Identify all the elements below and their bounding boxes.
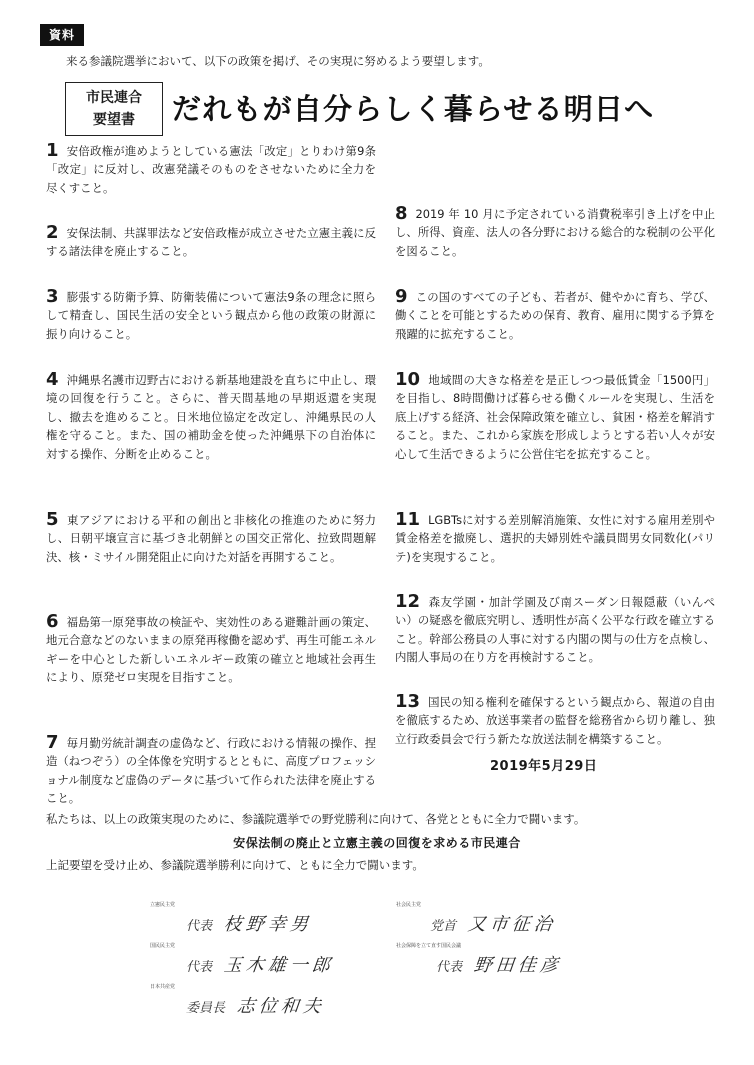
- policy-item: [395, 288, 715, 343]
- item-number: 12: [395, 591, 421, 612]
- policy-item: [46, 511, 376, 566]
- item-text: 安倍政権が進めようとしている憲法「改定」とりわけ第9条「改定」に反対し、改憲発議そのものをさせないために全力を尽くすこと。: [46, 144, 376, 195]
- organization-name: 安保法制の廃止と立憲主義の回復を求める市民連合: [233, 836, 521, 850]
- item-text: 安保法制、共謀罪法など安倍政権が成立させた立憲主義に反する諸法律を廃止すること。: [46, 226, 376, 259]
- policy-item: [46, 288, 376, 343]
- item-text: 東アジアにおける平和の創出と非核化の推進のために努力し、日朝平壌宣言に基づき北朝鮮との国交正常化、拉致問題解決、核・ミサイル開発阻止に向けた対話を再開すること。: [46, 513, 376, 564]
- policy-item: [46, 613, 376, 687]
- policy-item: [46, 734, 376, 808]
- signature-block: [150, 983, 325, 1018]
- policy-item: [395, 205, 715, 260]
- item-text: 国民の知る権利を確保するという観点から、報道の自由を徹底するため、放送事業者の監督を総務省から切り離し、独立行政委員会で行う新たな放送法制を構築すること。: [395, 695, 715, 746]
- item-number: 5: [46, 509, 59, 530]
- party-name: 社会保障を立て直す国民会議: [396, 943, 462, 949]
- signature-name: 玉木雄一郎: [222, 955, 335, 976]
- signature-role: 党首: [430, 919, 457, 934]
- item-number: 6: [46, 611, 59, 632]
- signature-role: 代表: [186, 960, 213, 975]
- item-text: 福島第一原発事故の検証や、実効性のある避難計画の策定、地元合意などのないままの原発再稼働を認めず、再生可能エネルギーを中心とした新しいエネルギー政策の確立と地域社会再生により、原発ゼロ実現を目指すこと。: [46, 615, 376, 685]
- policy-item: [46, 142, 376, 197]
- item-number: 7: [46, 732, 59, 753]
- item-number: 13: [395, 691, 421, 712]
- policy-item: [46, 371, 376, 463]
- signature-name: 又市征治: [466, 914, 557, 935]
- item-text: この国のすべての子ども、若者が、健やかに育ち、学び、働くことを可能とするための保育、教育、雇用に関する予算を飛躍的に拡充すること。: [395, 290, 715, 341]
- signature-block: [150, 901, 312, 936]
- signature-block: [396, 901, 556, 936]
- signature-role: 代表: [186, 919, 213, 934]
- signature-role: 委員長: [186, 1001, 226, 1016]
- item-number: 3: [46, 286, 59, 307]
- party-name: 国民民主党: [150, 943, 176, 949]
- intro-text: 来る参議院選挙において、以下の政策を掲げ、その実現に努めるよう要望します。: [66, 54, 490, 68]
- item-number: 11: [395, 509, 421, 530]
- item-number: 10: [395, 369, 421, 390]
- party-name: 立憲民主党: [150, 902, 176, 908]
- policy-item: [395, 593, 715, 667]
- signature-name: 野田佳彦: [472, 955, 563, 976]
- policy-item: [395, 511, 715, 566]
- party-name: 社会民主党: [396, 902, 422, 908]
- document-tag: 資料: [40, 24, 84, 46]
- title-box-line-2: 要望書: [93, 112, 135, 128]
- party-name: 日本共産党: [150, 984, 176, 990]
- item-number: 1: [46, 140, 59, 161]
- closing-pledge: 上記要望を受け止め、参議院選挙勝利に向けて、ともに全力で闘います。: [46, 858, 424, 872]
- page-title: だれもが自分らしく暮らせる明日へ: [172, 92, 655, 126]
- item-number: 9: [395, 286, 408, 307]
- policy-item: [395, 693, 715, 748]
- policy-item: [46, 224, 376, 261]
- signature-role: 代表: [436, 960, 463, 975]
- title-box: [65, 82, 163, 136]
- item-text: LGBTsに対する差別解消施策、女性に対する雇用差別や賃金格差を撤廃し、選択的夫婦別姓や議員間男女同数化(パリテ)を実現すること。: [395, 513, 715, 564]
- item-text: 膨張する防衛予算、防衛装備について憲法9条の理念に照らして精査し、国民生活の安全という観点から他の政策の財源に振り向けること。: [46, 290, 376, 341]
- title-box-line-1: 市民連合: [86, 90, 142, 106]
- item-text: 毎月勤労統計調査の虚偽など、行政における情報の操作、捏造（ねつぞう）の全体像を究明するとともに、高度プロフェッショナル制度など虚偽のデータに基づいて作られた法律を廃止すること。: [46, 736, 376, 806]
- signature-name: 志位和夫: [235, 996, 326, 1017]
- item-text: 地域間の大きな格差を是正しつつ最低賃金「1500円」を目指し、8時間働けば暮らせる働くルールを実現し、生活を底上げする経済、社会保障政策を確立し、貧困・格差を解消すること。また、これから家族を形成しようとする若い人々が安心して生活できるように公営住宅を拡充すること。: [395, 373, 715, 461]
- item-number: 8: [395, 203, 408, 224]
- item-number: 2: [46, 222, 59, 243]
- closing-statement: 私たちは、以上の政策実現のために、参議院選挙での野党勝利に向けて、各党とともに全力で闘います。: [46, 812, 586, 826]
- item-text: 森友学園・加計学園及び南スーダン日報隠蔽（いんぺい）の疑惑を徹底究明し、透明性が高く公平な行政を確立すること。幹部公務員の人事に対する内閣の関与の仕方を点検し、内閣人事局の在り方を再検討すること。: [395, 595, 715, 665]
- document-date: 2019年5月29日: [490, 759, 598, 774]
- item-number: 4: [46, 369, 59, 390]
- signature-block: [396, 942, 562, 977]
- item-text: 沖縄県名護市辺野古における新基地建設を直ちに中止し、環境の回復を行うこと。さらに、普天間基地の早期返還を実現し、撤去を進めること。日米地位協定を改定し、沖縄県民の人権を守ること。また、国の補助金を使った沖縄県下の自治体に対する操作、分断を止めること。: [46, 373, 376, 461]
- signature-block: [150, 942, 334, 977]
- item-text: 2019 年 10 月に予定されている消費税率引き上げを中止し、所得、資産、法人の各分野における総合的な税制の公平化を図ること。: [395, 207, 715, 258]
- signature-name: 枝野幸男: [222, 914, 313, 935]
- policy-item: [395, 371, 715, 463]
